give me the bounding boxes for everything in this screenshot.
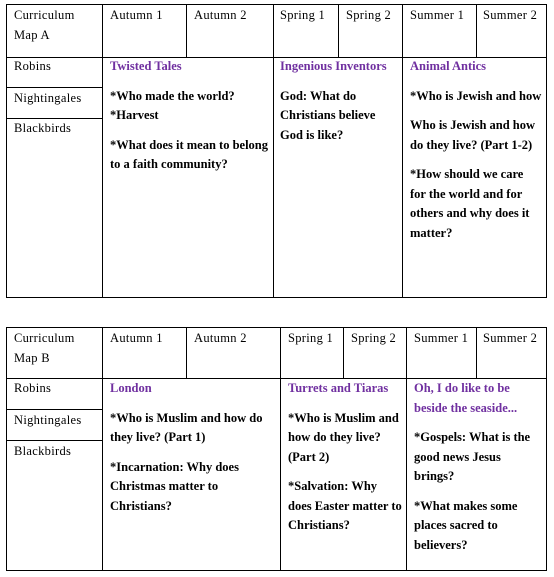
map-a-header-summer-2: Summer 2: [483, 8, 538, 22]
map-b-summer-theme: Oh, I do like to be beside the seaside...: [414, 381, 518, 415]
map-a-autumn-item: *Harvest: [110, 108, 159, 122]
map-b-spring-item: *Who is Muslim and how do they live? (Part 2): [288, 410, 399, 464]
map-a-summer-item: *How should we care for the world and for others and why does it matter?: [410, 167, 530, 240]
map-a-summer-item: Who is Jewish and how do they live? (Part 1-2): [410, 118, 536, 152]
map-b-class-nightingales: Nightingales: [14, 413, 82, 427]
map-a-header-autumn-2: Autumn 2: [194, 8, 247, 22]
map-a-header-spring-1: Spring 1: [280, 8, 326, 22]
map-a-autumn-item: *What does it mean to belong to a faith community?: [110, 137, 268, 171]
map-b-class-blackbirds: Blackbirds: [14, 444, 72, 458]
map-a-spring-item: God: What do Christians believe God is like?: [280, 88, 376, 142]
map-b-title: Curriculum Map B: [14, 331, 75, 365]
map-b-spring-item: *Salvation: Why does Easter matter to Christians?: [288, 479, 402, 532]
map-a-class-robins: Robins: [14, 59, 52, 73]
map-a-autumn-item: *Who made the world?: [110, 88, 235, 103]
map-b-header-autumn-1: Autumn 1: [110, 331, 163, 345]
map-a-summer-cell: [410, 57, 542, 253]
map-a-header-autumn-1: Autumn 1: [110, 8, 163, 22]
map-b-summer-item: *Gospels: What is the good news Jesus brings?: [414, 430, 531, 483]
map-b-header-summer-2: Summer 2: [483, 331, 538, 345]
map-a-summer-item: *Who is Jewish and how: [410, 88, 542, 103]
map-a-autumn-theme: Twisted Tales: [110, 59, 182, 73]
map-b-autumn-item: *Who is Muslim and how do they live? (Part 1): [110, 410, 263, 444]
map-a-spring-cell: [280, 57, 398, 155]
map-a-header-summer-1: Summer 1: [410, 8, 465, 22]
map-a-class-blackbirds: Blackbirds: [14, 121, 72, 135]
map-a-summer-theme: Animal Antics: [410, 59, 487, 73]
map-b-summer-cell: [414, 379, 542, 565]
map-a-class-nightingales: Nightingales: [14, 91, 82, 105]
map-b-summer-item: *What makes some places sacred to believers?: [414, 498, 518, 552]
map-b-spring-cell: [288, 379, 402, 546]
map-a-autumn-cell: [110, 57, 268, 185]
map-a-spring-theme: Ingenious Inventors: [280, 59, 387, 73]
map-b-header-summer-1: Summer 1: [414, 331, 469, 345]
map-b-class-robins: Robins: [14, 381, 52, 395]
map-b-autumn-theme: London: [110, 381, 152, 395]
map-a-header-spring-2: Spring 2: [346, 8, 392, 22]
map-b-header-spring-1: Spring 1: [288, 331, 334, 345]
map-a-title: Curriculum Map A: [14, 8, 75, 42]
map-b-autumn-item: *Incarnation: Why does Christmas matter to Christians?: [110, 459, 239, 513]
map-b-header-spring-2: Spring 2: [351, 331, 397, 345]
map-b-spring-theme: Turrets and Tiaras: [288, 381, 389, 395]
map-b-autumn-cell: [110, 379, 272, 526]
map-b-header-autumn-2: Autumn 2: [194, 331, 247, 345]
